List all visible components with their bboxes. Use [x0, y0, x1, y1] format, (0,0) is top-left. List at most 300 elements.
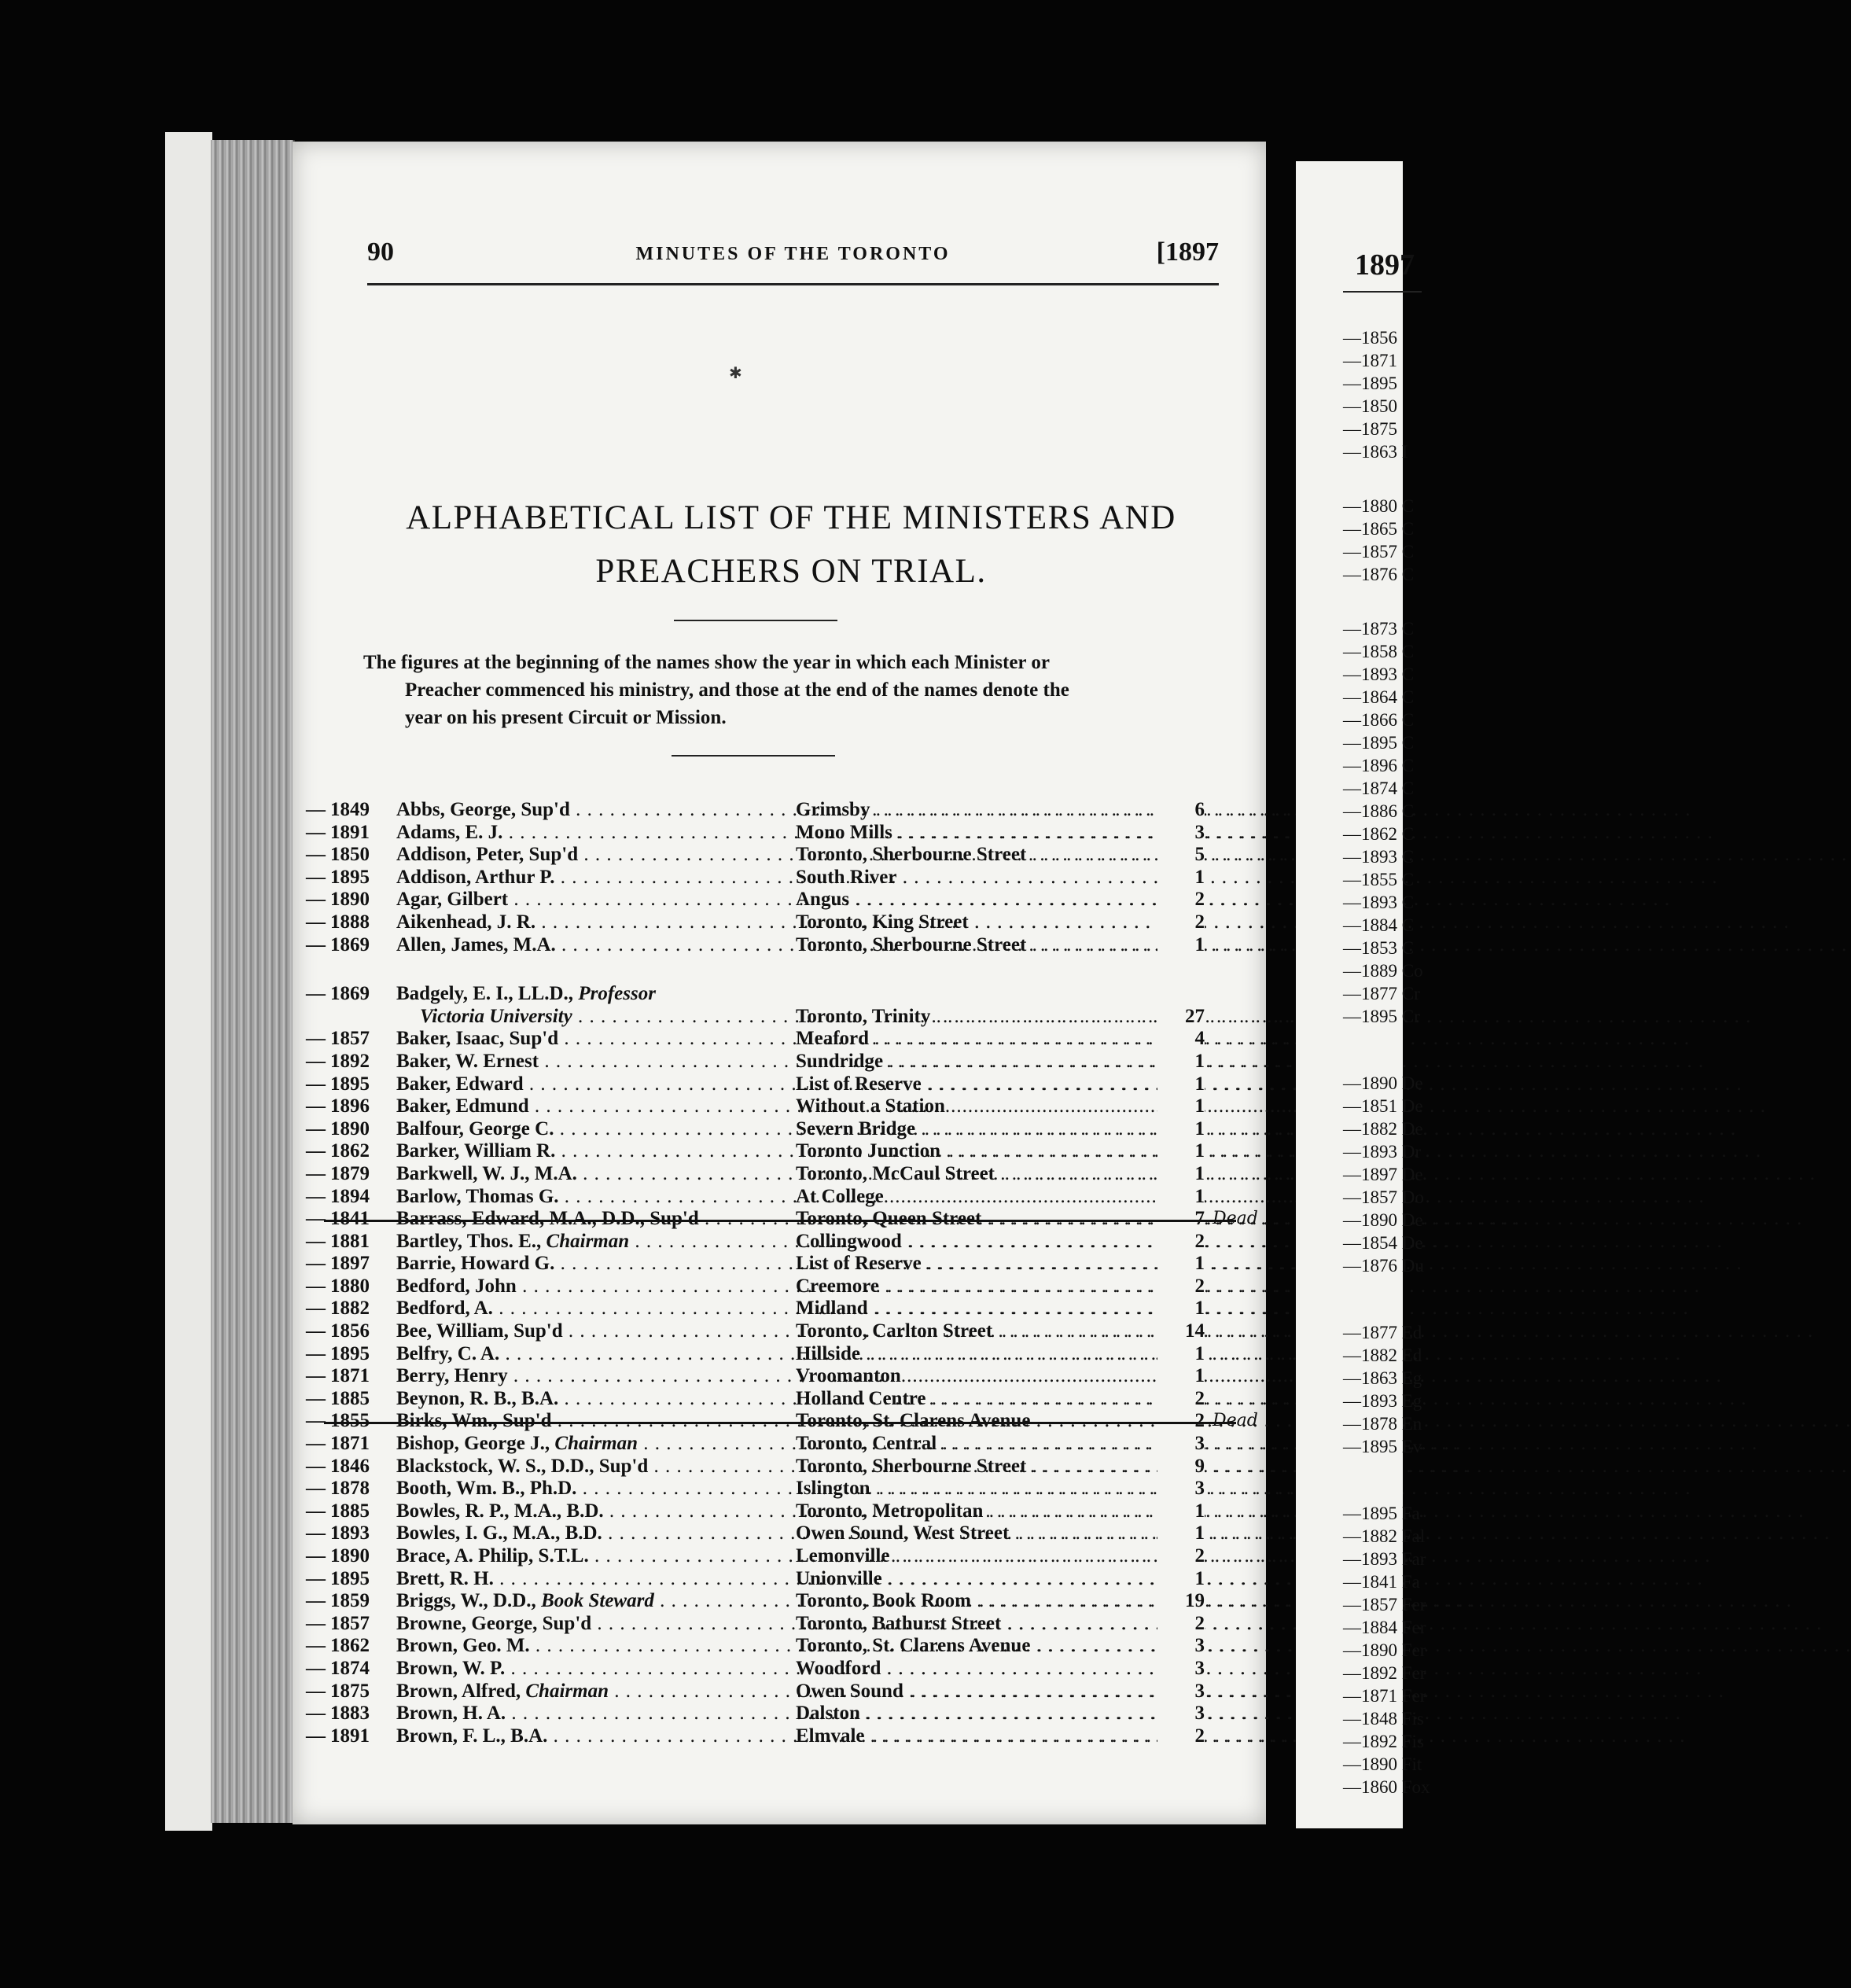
list-entry — [306, 1725, 1216, 1748]
entry-name — [396, 1365, 796, 1388]
facing-page-entry: —1895 Ev — [1343, 1437, 1422, 1456]
header-rule — [367, 283, 1219, 285]
entry-station: Dalston . . . — [796, 1703, 1169, 1725]
entry-name-text: Barlow, Thomas G. — [396, 1185, 559, 1207]
facing-page — [1296, 161, 1430, 1828]
pencil-tick-mark: — — [306, 933, 326, 955]
entry-year: 1890 — [330, 1117, 370, 1139]
entry-name-text: Beynon, R. B., B.A. — [396, 1387, 559, 1409]
entry-name-text: Brown, H. A. — [396, 1703, 506, 1725]
list-entry — [306, 1657, 1216, 1681]
entry-name-text: Bee, William, Sup'd — [396, 1320, 563, 1342]
facing-page-entry: —1871 — [1343, 351, 1397, 370]
entry-station: Toronto, Sherbourne Street . . . — [796, 934, 1169, 957]
printer-ornament: ✱ — [729, 365, 742, 382]
entry-name — [396, 1320, 796, 1343]
entry-station: Woodford . . . — [796, 1658, 1169, 1681]
entry-years-on-circuit: 2 — [1157, 1545, 1205, 1568]
entry-station: Owen Sound, West Street . . . — [796, 1522, 1169, 1545]
list-entry — [306, 1275, 1216, 1298]
pencil-tick-mark: — — [306, 983, 326, 1005]
facing-page-entry: —1855 C — [1343, 870, 1415, 889]
entry-name-text: Blackstock, W. S., D.D., Sup'd — [396, 1455, 649, 1477]
entry-year: 1871 — [330, 1433, 370, 1455]
header-year: [1897 — [1156, 237, 1219, 267]
entry-year: 1859 — [330, 1590, 370, 1612]
entry-station: List of Reserve . . . — [796, 1253, 1169, 1276]
page-number: 90 — [367, 237, 394, 267]
facing-page-entry: —1893 C — [1343, 847, 1415, 867]
facing-page-entry: —1875 — [1343, 419, 1397, 439]
list-entry — [306, 1230, 1216, 1254]
entry-name — [396, 1208, 796, 1231]
entry-station: Toronto, King Street . . . — [796, 911, 1169, 934]
list-entry — [306, 1095, 1216, 1118]
entry-years-on-circuit: 3 — [1157, 1703, 1205, 1725]
entry-year: 1893 — [330, 1522, 370, 1544]
facing-page-entry: —1896 C — [1343, 756, 1415, 775]
entry-name — [396, 1568, 796, 1591]
entry-station: Islington . . . — [796, 1478, 1169, 1500]
entry-name — [396, 1613, 796, 1636]
list-entry — [306, 1612, 1216, 1636]
list-entry — [306, 911, 1216, 934]
list-entry — [306, 1590, 1216, 1613]
entry-year: 1869 — [330, 983, 370, 1005]
pencil-tick-mark: — — [306, 1657, 326, 1679]
list-entry — [306, 844, 1216, 867]
entry-years-on-circuit: 1 — [1157, 1365, 1205, 1388]
entry-years-on-circuit: 2 — [1157, 889, 1205, 911]
entry-station: Without a Station . . . — [796, 1095, 1169, 1118]
entry-year: 1879 — [330, 1162, 370, 1184]
entry-name — [396, 1545, 796, 1568]
entry-station: Toronto, Metropolitan . . . — [796, 1500, 1169, 1523]
entry-year: 1895 — [330, 1073, 370, 1095]
handwritten-note: Dead — [1213, 1209, 1258, 1229]
entry-station: Toronto, Central . . . — [796, 1433, 1169, 1456]
facing-page-entry: —1882 Fal — [1343, 1526, 1426, 1546]
entry-year: 1881 — [330, 1230, 370, 1252]
facing-page-entry: —1877 Cr — [1343, 984, 1420, 1003]
facing-page-entry: —1857 C — [1343, 542, 1415, 561]
entry-years-on-circuit: 27 — [1157, 1006, 1205, 1029]
facing-page-entry: —1854 De — [1343, 1233, 1423, 1253]
intro-line-1: The figures at the beginning of the names show the year in which each Minister or — [363, 652, 1050, 673]
entry-years-on-circuit: 1 — [1157, 1095, 1205, 1118]
entry-name — [396, 983, 796, 1006]
entry-name-title: Victoria University — [420, 1005, 572, 1027]
facing-page-entry: —1851 De — [1343, 1096, 1423, 1116]
entry-year: 1874 — [330, 1657, 370, 1679]
pencil-tick-mark: — — [306, 799, 326, 820]
entry-station: Toronto, Sherbourne Street . . . — [796, 1456, 1169, 1478]
entry-name — [396, 799, 796, 822]
facing-page-entry: —1856 — [1343, 328, 1397, 348]
facing-page-entry: —1841 Fa — [1343, 1572, 1420, 1592]
entry-name — [396, 1118, 796, 1141]
page-edge-stack — [211, 140, 295, 1823]
entry-year: 1895 — [330, 1567, 370, 1589]
entry-name — [396, 1725, 796, 1748]
entry-name-text: Bowles, R. P., M.A., B.D. — [396, 1500, 604, 1522]
entry-name-text: Belfry, C. A. — [396, 1342, 500, 1364]
pencil-tick-mark: — — [306, 1275, 326, 1297]
list-entry — [306, 1478, 1216, 1500]
entry-name — [396, 1500, 796, 1523]
entry-name — [396, 822, 796, 845]
pencil-tick-mark: — — [306, 1073, 326, 1095]
list-entry — [306, 1253, 1216, 1276]
entry-name — [396, 1456, 796, 1478]
entry-name-text: Barrie, Howard G. — [396, 1253, 555, 1275]
pencil-tick-mark: — — [306, 1433, 326, 1455]
entry-year: 1883 — [330, 1703, 370, 1725]
entry-station: Unionville . . . — [796, 1568, 1169, 1591]
entry-name-text: Berry, Henry — [396, 1365, 508, 1387]
entry-name-text: Birks, Wm., Sup'd — [396, 1410, 552, 1432]
pencil-tick-mark: — — [306, 821, 326, 843]
entry-name-text: Brace, A. Philip, S.T.L. — [396, 1545, 589, 1566]
entry-name-text: Aikenhead, J. R. — [396, 911, 536, 933]
running-head — [367, 237, 1219, 269]
pencil-tick-mark: — — [306, 1162, 326, 1184]
facing-page-gap — [1343, 463, 1430, 495]
pencil-tick-mark: — — [306, 1185, 326, 1207]
entry-station: Angus . . . — [796, 889, 1169, 911]
facing-page-entry: —1876 Du — [1343, 1256, 1424, 1276]
entry-name-text: Bedford, John — [396, 1275, 517, 1297]
entry-name-text: Addison, Arthur P. — [396, 866, 555, 888]
entry-years-on-circuit: 2 — [1157, 1613, 1205, 1636]
facing-page-entry: —1895 Cr — [1343, 1007, 1420, 1026]
entry-years-on-circuit: 14 — [1157, 1320, 1205, 1343]
entry-years-on-circuit: 2 — [1157, 911, 1205, 934]
entry-year: 1894 — [330, 1185, 370, 1207]
entry-years-on-circuit: 5 — [1157, 844, 1205, 867]
pencil-tick-mark: — — [306, 844, 326, 866]
entry-year: 1878 — [330, 1478, 370, 1500]
pencil-tick-mark: — — [306, 1725, 326, 1747]
facing-page-entry: —1890 Fer — [1343, 1640, 1426, 1660]
entry-year: 1862 — [330, 1635, 370, 1657]
facing-page-entry: —1876 C — [1343, 565, 1415, 584]
entry-name — [396, 1590, 796, 1613]
entry-year: 1857 — [330, 1612, 370, 1634]
facing-page-entry: —1874 C — [1343, 779, 1415, 798]
entry-year: 1857 — [330, 1028, 370, 1050]
entry-years-on-circuit: 3 — [1157, 1681, 1205, 1703]
entry-name — [396, 1276, 796, 1298]
entry-year: 1891 — [330, 1725, 370, 1747]
facing-page-entry: —1865 C — [1343, 519, 1415, 539]
facing-page-entry: —1884 C — [1343, 915, 1415, 935]
entry-year: 1895 — [330, 866, 370, 888]
list-entry — [306, 1500, 1216, 1523]
pencil-tick-mark: — — [306, 1612, 326, 1634]
list-entry — [306, 1298, 1216, 1320]
entry-year: 1882 — [330, 1298, 370, 1320]
entry-station: Toronto Junction . . . — [796, 1140, 1169, 1163]
facing-page-entry: —1857 Fer — [1343, 1595, 1426, 1614]
entry-year: 1885 — [330, 1500, 370, 1522]
entry-name-text: Brown, Geo. M. — [396, 1635, 530, 1657]
entry-name-text: Brown, F. L., B.A. — [396, 1725, 548, 1747]
entry-name — [396, 1253, 796, 1276]
facing-page-entry: —1895 C — [1343, 733, 1415, 753]
entry-year: 1880 — [330, 1275, 370, 1297]
facing-page-entry: —1884 Fer — [1343, 1618, 1426, 1637]
title-line-1: ALPHABETICAL LIST OF THE MINISTERS AND — [406, 499, 1176, 536]
entry-name — [396, 1140, 796, 1163]
entry-name-text: Booth, Wm. B., Ph.D. — [396, 1478, 577, 1500]
list-entry — [306, 1365, 1216, 1388]
intro-line-2: Preacher commenced his ministry, and those at the end of the names denote the — [405, 679, 1069, 701]
entry-station: Toronto, Sherbourne Street . . . — [796, 844, 1169, 867]
entry-years-on-circuit: 1 — [1157, 1500, 1205, 1523]
entry-name-text: Adams, E. J. — [396, 821, 503, 843]
entry-station: Toronto, Trinity . . . — [796, 1006, 1169, 1029]
entry-years-on-circuit: 2 — [1157, 1725, 1205, 1748]
list-entry — [306, 1703, 1216, 1725]
entry-years-on-circuit: 2 — [1157, 1388, 1205, 1411]
entry-station: Meaford . . . — [796, 1028, 1169, 1051]
list-entry — [306, 799, 1216, 822]
entry-years-on-circuit: 1 — [1157, 1298, 1205, 1320]
entry-years-on-circuit: 1 — [1157, 1522, 1205, 1545]
facing-page-entry: —1890 De — [1343, 1073, 1423, 1093]
pencil-tick-mark: — — [306, 1117, 326, 1139]
facing-page-entry: —1873 C — [1343, 619, 1415, 639]
entry-name — [396, 1681, 796, 1703]
entry-years-on-circuit: 2 — [1157, 1231, 1205, 1254]
facing-page-entry: —1892 Fis — [1343, 1732, 1424, 1751]
handwritten-note: Dead — [1213, 1411, 1258, 1431]
facing-page-entry: —1862 C — [1343, 824, 1415, 844]
list-entry — [306, 1387, 1216, 1411]
pencil-tick-mark: — — [306, 1635, 326, 1657]
entry-name — [396, 1231, 796, 1254]
pencil-tick-mark: — — [306, 1410, 326, 1432]
entry-name — [396, 1051, 796, 1073]
entry-station: Toronto, St. Clarens Avenue . . . — [796, 1635, 1169, 1658]
entry-years-on-circuit: 3 — [1157, 1658, 1205, 1681]
entry-year: 1846 — [330, 1455, 370, 1477]
list-entry — [306, 983, 1216, 1006]
list-entry — [306, 1433, 1216, 1456]
entry-years-on-circuit: 3 — [1157, 1635, 1205, 1658]
entry-years-on-circuit: 1 — [1157, 1253, 1205, 1276]
facing-page-entry: —1882 De — [1343, 1119, 1423, 1139]
list-entry — [306, 1028, 1216, 1051]
facing-page-entry: —1890 Fit — [1343, 1754, 1422, 1774]
page-title — [363, 491, 1219, 598]
pencil-tick-mark: — — [306, 1253, 326, 1275]
entry-name-title: Chairman — [546, 1230, 630, 1252]
title-rule — [674, 620, 837, 621]
entry-years-on-circuit: 19 — [1157, 1590, 1205, 1613]
entry-name-text: Agar, Gilbert — [396, 889, 509, 911]
list-entry — [306, 866, 1216, 889]
pencil-tick-mark: — — [306, 1455, 326, 1477]
entry-year: 1856 — [330, 1320, 370, 1342]
pencil-tick-mark: — — [306, 1500, 326, 1522]
entry-name — [396, 1388, 796, 1411]
entry-year: 1890 — [330, 1545, 370, 1566]
entry-name-text: Bishop, George J., — [396, 1433, 555, 1455]
pencil-tick-mark: — — [306, 1567, 326, 1589]
intro-paragraph — [363, 649, 1223, 731]
entry-station: Hillside . . . — [796, 1343, 1169, 1366]
facing-page-entry: —1893 Dr — [1343, 1142, 1422, 1162]
entry-years-on-circuit: 1 — [1157, 1118, 1205, 1141]
list-entry — [306, 1050, 1216, 1073]
entry-station: At College . . . — [796, 1186, 1169, 1209]
entry-name — [396, 911, 796, 934]
facing-page-entry: —1895 — [1343, 374, 1397, 393]
entry-station: Toronto, Bathurst Street . . . — [796, 1613, 1169, 1636]
running-title: MINUTES OF THE TORONTO — [635, 244, 951, 264]
facing-page-gap — [1343, 1458, 1430, 1502]
facing-page-entry: —1848 Fis — [1343, 1709, 1424, 1728]
facing-page-header: 1897 — [1355, 248, 1415, 282]
pencil-tick-mark: — — [306, 1320, 326, 1342]
entry-name-text: Balfour, George C. — [396, 1117, 554, 1139]
entry-name-text: Allen, James, M.A. — [396, 933, 556, 955]
entry-year: 1871 — [330, 1365, 370, 1387]
entry-years-on-circuit: 1 — [1157, 1073, 1205, 1096]
entry-station: Collingwood . . . — [796, 1231, 1169, 1254]
pencil-tick-mark: — — [306, 1680, 326, 1702]
facing-page-entry: —1857 Do — [1343, 1187, 1424, 1207]
pencil-tick-mark: — — [306, 1387, 326, 1409]
entry-name — [396, 844, 796, 867]
pencil-tick-mark: — — [306, 1522, 326, 1544]
list-entry — [306, 889, 1216, 911]
entry-years-on-circuit: 9 — [1157, 1456, 1205, 1478]
entry-name-text: Abbs, George, Sup'd — [396, 799, 570, 820]
entry-year: 1890 — [330, 889, 370, 911]
list-entry — [306, 1545, 1216, 1568]
facing-page-entry: —1889 Co — [1343, 961, 1423, 981]
entry-station: Sundridge . . . — [796, 1051, 1169, 1073]
entry-name — [396, 1186, 796, 1209]
facing-page-entry: —1858 C — [1343, 642, 1415, 661]
entry-years-on-circuit: 1 — [1157, 1051, 1205, 1073]
entry-name-text: Brown, W. P. — [396, 1657, 506, 1679]
entry-name — [396, 867, 796, 889]
facing-page-entry: —1893 C — [1343, 893, 1415, 912]
list-entry — [306, 1162, 1216, 1186]
entry-years-on-circuit: 2 — [1157, 1410, 1205, 1433]
facing-page-gap — [1343, 586, 1430, 617]
entry-name — [396, 1073, 796, 1096]
entry-years-on-circuit: 3 — [1157, 1478, 1205, 1500]
entry-name — [396, 1095, 796, 1118]
entry-name — [396, 934, 796, 957]
facing-page-gap — [1343, 1277, 1430, 1321]
entry-name — [396, 1635, 796, 1658]
entry-year: 1849 — [330, 799, 370, 820]
entry-name — [396, 1433, 796, 1456]
list-entry — [306, 1117, 1216, 1141]
pencil-tick-mark: — — [306, 1478, 326, 1500]
entry-name-text: Briggs, W., D.D., — [396, 1590, 542, 1612]
entry-station: Creemore . . . — [796, 1276, 1169, 1298]
pencil-tick-mark: — — [306, 1095, 326, 1117]
facing-page-entry: —1893 C — [1343, 665, 1415, 684]
entry-station: Owen Sound . . . — [796, 1681, 1169, 1703]
entry-name-title: Chairman — [525, 1680, 609, 1702]
entry-name — [396, 1478, 796, 1500]
facing-page-entry: —1892 Fer — [1343, 1663, 1426, 1683]
entry-name-text: Barrass, Edward, M.A., D.D., Sup'd — [396, 1208, 699, 1230]
facing-page-rule — [1343, 291, 1422, 293]
pencil-tick-mark: — — [306, 1140, 326, 1162]
entry-name-text: Barker, William R. — [396, 1140, 556, 1162]
entry-name-text: Browne, George, Sup'd — [396, 1612, 592, 1634]
entry-station: Severn Bridge . . . — [796, 1118, 1169, 1141]
facing-page-entry: —1893 Far — [1343, 1549, 1426, 1569]
facing-page-entry: —1886 C — [1343, 801, 1415, 821]
entry-station: Mono Mills . . . — [796, 822, 1169, 845]
facing-page-entry: —1871 Fer — [1343, 1686, 1426, 1706]
pencil-tick-mark: — — [306, 1208, 326, 1230]
pencil-tick-mark: — — [306, 1703, 326, 1725]
entry-years-on-circuit: 1 — [1157, 1186, 1205, 1209]
title-line-2: PREACHERS ON TRIAL. — [595, 553, 987, 590]
pencil-tick-mark: — — [306, 866, 326, 888]
list-entry — [306, 1342, 1216, 1366]
facing-page-entry: —1897 De — [1343, 1165, 1423, 1184]
facing-page-entry: —1880 C — [1343, 496, 1415, 516]
entry-station: Toronto, McCaul Street . . . — [796, 1163, 1169, 1186]
pencil-tick-mark: — — [306, 1230, 326, 1252]
entry-name — [396, 1703, 796, 1725]
list-entry — [306, 1522, 1216, 1545]
entry-years-on-circuit: 3 — [1157, 822, 1205, 845]
list-entry — [306, 1455, 1216, 1478]
list-entry — [306, 1073, 1216, 1096]
ministers-list — [306, 799, 1258, 1747]
entry-name-text: Bowles, I. G., M.A., B.D. — [396, 1522, 602, 1544]
entry-name-text: Baker, Isaac, Sup'd — [396, 1028, 559, 1050]
book-page — [293, 142, 1266, 1824]
entry-station: Toronto, St. Clarens Avenue . . . — [796, 1410, 1169, 1433]
facing-page-entry: —1860 Fox — [1343, 1777, 1430, 1797]
entry-year: 1885 — [330, 1387, 370, 1409]
entry-years-on-circuit: 1 — [1157, 1140, 1205, 1163]
entry-station: Grimsby . . . — [796, 799, 1169, 822]
entry-year: 1855 — [330, 1410, 370, 1432]
entry-name-text: Addison, Peter, Sup'd — [396, 844, 579, 866]
entry-station: Midland . . . — [796, 1298, 1169, 1320]
entry-station: Vroomanton . . . — [796, 1365, 1169, 1388]
entry-name-title: Book Steward — [541, 1590, 654, 1612]
facing-page-gap — [1343, 1028, 1430, 1072]
entry-year: 1869 — [330, 933, 370, 955]
list-entry — [306, 1185, 1216, 1209]
entry-year: 1841 — [330, 1208, 370, 1230]
entry-name-text: Brown, Alfred, — [396, 1680, 526, 1702]
entry-years-on-circuit: 7 — [1157, 1208, 1205, 1231]
entry-years-on-circuit: 1 — [1157, 934, 1205, 957]
list-entry — [306, 1140, 1216, 1163]
list-entry — [306, 1208, 1258, 1231]
facing-page-entry: —1882 Ed — [1343, 1346, 1422, 1365]
facing-page-entry: —1890 De — [1343, 1210, 1423, 1230]
list-entry — [306, 933, 1216, 957]
